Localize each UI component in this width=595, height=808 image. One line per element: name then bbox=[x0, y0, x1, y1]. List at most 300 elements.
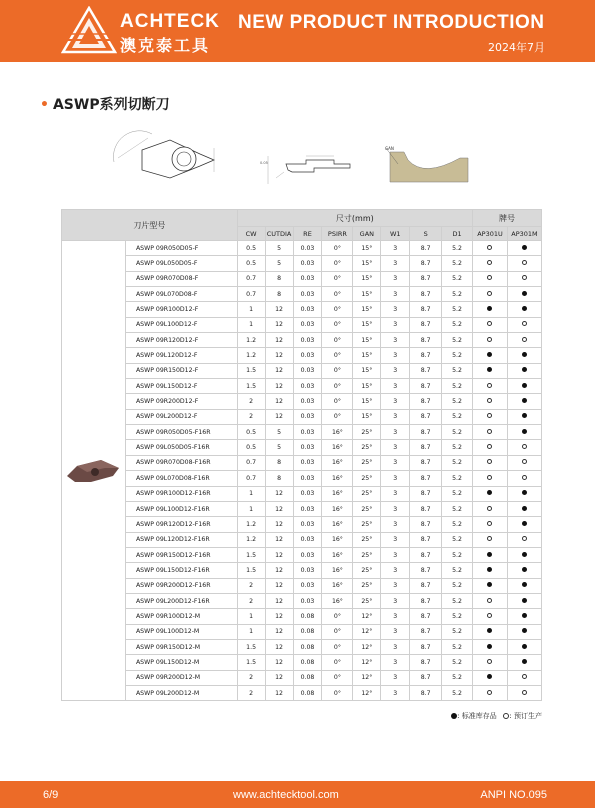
open-circle-icon bbox=[487, 260, 492, 265]
gan-cell: 25° bbox=[353, 486, 381, 501]
gan-cell: 15° bbox=[353, 287, 381, 302]
table-row bbox=[62, 302, 542, 317]
model-cell: ASWP 09R070D08-F16R bbox=[125, 455, 237, 470]
filled-circle-icon bbox=[522, 383, 527, 388]
model-cell: ASWP 09L120D12-F bbox=[125, 348, 237, 363]
ap301m-grade-cell bbox=[507, 532, 541, 547]
ap301u-grade-cell bbox=[473, 271, 508, 286]
psirr-cell: 0° bbox=[322, 624, 353, 639]
w1-cell: 3 bbox=[381, 593, 410, 608]
cw-cell: 1 bbox=[237, 302, 265, 317]
cutdia-cell: 8 bbox=[265, 455, 293, 470]
w1-cell: 3 bbox=[381, 287, 410, 302]
w1-cell: 3 bbox=[381, 379, 410, 394]
ap301m-grade-cell bbox=[507, 685, 541, 700]
psirr-cell: 16° bbox=[322, 440, 353, 455]
ap301m-grade-cell bbox=[507, 333, 541, 348]
d1-cell: 5.2 bbox=[442, 670, 473, 685]
d1-cell: 5.2 bbox=[442, 379, 473, 394]
filled-circle-icon bbox=[487, 644, 492, 649]
psirr-cell: 16° bbox=[322, 517, 353, 532]
svg-text:0.05: 0.05 bbox=[260, 161, 268, 165]
ap301m-grade-cell bbox=[507, 639, 541, 654]
gan-cell: 12° bbox=[353, 609, 381, 624]
d1-cell: 5.2 bbox=[442, 256, 473, 271]
re-cell: 0.03 bbox=[293, 241, 322, 256]
gan-cell: 25° bbox=[353, 532, 381, 547]
psirr-cell: 0° bbox=[322, 302, 353, 317]
page-title: NEW PRODUCT INTRODUCTION bbox=[238, 12, 545, 33]
cw-cell: 1 bbox=[237, 317, 265, 332]
s-cell: 8.7 bbox=[410, 440, 442, 455]
s-cell: 8.7 bbox=[410, 578, 442, 593]
open-circle-icon bbox=[487, 475, 492, 480]
w1-cell: 3 bbox=[381, 256, 410, 271]
gan-cell: 15° bbox=[353, 271, 381, 286]
table-row bbox=[62, 547, 542, 562]
section-bullet: • bbox=[40, 97, 49, 113]
w1-cell: 3 bbox=[381, 471, 410, 486]
cutdia-cell: 12 bbox=[265, 517, 293, 532]
psirr-cell: 0° bbox=[322, 271, 353, 286]
filled-circle-icon bbox=[487, 367, 492, 372]
col-header-cw: CW bbox=[237, 227, 265, 241]
ap301m-grade-cell bbox=[507, 425, 541, 440]
cutdia-cell: 12 bbox=[265, 486, 293, 501]
gan-cell: 15° bbox=[353, 394, 381, 409]
ap301u-grade-cell bbox=[473, 655, 508, 670]
ap301u-grade-cell bbox=[473, 547, 508, 562]
cw-cell: 0.5 bbox=[237, 425, 265, 440]
psirr-cell: 16° bbox=[322, 593, 353, 608]
s-cell: 8.7 bbox=[410, 609, 442, 624]
open-circle-icon bbox=[487, 659, 492, 664]
cutdia-cell: 5 bbox=[265, 256, 293, 271]
cutdia-cell: 8 bbox=[265, 287, 293, 302]
gan-cell: 12° bbox=[353, 624, 381, 639]
ap301u-grade-cell bbox=[473, 394, 508, 409]
s-cell: 8.7 bbox=[410, 685, 442, 700]
col-header-gan: GAN bbox=[353, 227, 381, 241]
d1-cell: 5.2 bbox=[442, 409, 473, 424]
ap301u-grade-cell bbox=[473, 609, 508, 624]
open-circle-icon bbox=[522, 444, 527, 449]
cutdia-cell: 12 bbox=[265, 333, 293, 348]
section-title bbox=[40, 94, 170, 114]
ap301m-grade-cell bbox=[507, 317, 541, 332]
ap301m-grade-cell bbox=[507, 348, 541, 363]
gan-cell: 25° bbox=[353, 501, 381, 516]
w1-cell: 3 bbox=[381, 455, 410, 470]
psirr-cell: 16° bbox=[322, 501, 353, 516]
model-cell: ASWP 09R050D05-F16R bbox=[125, 425, 237, 440]
psirr-cell: 0° bbox=[322, 409, 353, 424]
s-cell: 8.7 bbox=[410, 241, 442, 256]
model-cell: ASWP 09R200D12-M bbox=[125, 670, 237, 685]
ap301m-grade-cell bbox=[507, 241, 541, 256]
psirr-cell: 16° bbox=[322, 547, 353, 562]
d1-cell: 5.2 bbox=[442, 333, 473, 348]
w1-cell: 3 bbox=[381, 501, 410, 516]
d1-cell: 5.2 bbox=[442, 624, 473, 639]
svg-text:GAN: GAN bbox=[385, 146, 394, 151]
cutdia-cell: 12 bbox=[265, 609, 293, 624]
table-row bbox=[62, 333, 542, 348]
col-header-w1: W1 bbox=[381, 227, 410, 241]
gan-cell: 15° bbox=[353, 241, 381, 256]
col-header-cutdia: CUTDIA bbox=[265, 227, 293, 241]
brand-name-cn: 澳克泰工具 bbox=[120, 36, 211, 55]
model-cell: ASWP 09R200D12-F bbox=[125, 394, 237, 409]
cw-cell: 1.5 bbox=[237, 547, 265, 562]
d1-cell: 5.2 bbox=[442, 287, 473, 302]
ap301m-grade-cell bbox=[507, 563, 541, 578]
s-cell: 8.7 bbox=[410, 409, 442, 424]
open-circle-icon bbox=[487, 245, 492, 250]
cw-cell: 1.2 bbox=[237, 517, 265, 532]
re-cell: 0.03 bbox=[293, 563, 322, 578]
re-cell: 0.08 bbox=[293, 624, 322, 639]
psirr-cell: 0° bbox=[322, 379, 353, 394]
cw-cell: 0.7 bbox=[237, 287, 265, 302]
cutdia-cell: 12 bbox=[265, 317, 293, 332]
re-cell: 0.03 bbox=[293, 394, 322, 409]
filled-circle-icon bbox=[522, 628, 527, 633]
ap301u-grade-cell bbox=[473, 256, 508, 271]
model-header: 刀片型号 bbox=[62, 210, 238, 241]
ap301m-grade-cell bbox=[507, 517, 541, 532]
table-row bbox=[62, 256, 542, 271]
model-cell: ASWP 09L100D12-M bbox=[125, 624, 237, 639]
psirr-cell: 0° bbox=[322, 333, 353, 348]
w1-cell: 3 bbox=[381, 271, 410, 286]
s-cell: 8.7 bbox=[410, 655, 442, 670]
cw-cell: 1.5 bbox=[237, 655, 265, 670]
gan-cell: 25° bbox=[353, 593, 381, 608]
gan-cell: 25° bbox=[353, 547, 381, 562]
cw-cell: 1.2 bbox=[237, 333, 265, 348]
open-circle-icon bbox=[487, 413, 492, 418]
s-cell: 8.7 bbox=[410, 317, 442, 332]
filled-circle-icon bbox=[522, 582, 527, 587]
model-cell: ASWP 09R050D05-F bbox=[125, 241, 237, 256]
open-circle-icon bbox=[487, 598, 492, 603]
re-cell: 0.03 bbox=[293, 409, 322, 424]
filled-circle-icon bbox=[522, 659, 527, 664]
cutdia-cell: 12 bbox=[265, 624, 293, 639]
cw-cell: 0.5 bbox=[237, 256, 265, 271]
gan-cell: 12° bbox=[353, 685, 381, 700]
open-circle-icon bbox=[487, 291, 492, 296]
model-cell: ASWP 09R070D08-F bbox=[125, 271, 237, 286]
w1-cell: 3 bbox=[381, 440, 410, 455]
ap301u-grade-cell bbox=[473, 685, 508, 700]
cw-cell: 1.5 bbox=[237, 363, 265, 378]
ap301u-grade-cell bbox=[473, 578, 508, 593]
ap301m-grade-cell bbox=[507, 455, 541, 470]
re-cell: 0.03 bbox=[293, 317, 322, 332]
open-circle-icon bbox=[487, 337, 492, 342]
filled-circle-icon bbox=[487, 567, 492, 572]
model-cell: ASWP 09R100D12-F16R bbox=[125, 486, 237, 501]
ap301m-grade-cell bbox=[507, 256, 541, 271]
col-header-s: S bbox=[410, 227, 442, 241]
gan-cell: 15° bbox=[353, 333, 381, 348]
table-row bbox=[62, 593, 542, 608]
cw-cell: 2 bbox=[237, 409, 265, 424]
d1-cell: 5.2 bbox=[442, 593, 473, 608]
ap301m-grade-cell bbox=[507, 471, 541, 486]
s-cell: 8.7 bbox=[410, 333, 442, 348]
filled-circle-icon bbox=[487, 674, 492, 679]
cutdia-cell: 12 bbox=[265, 563, 293, 578]
cw-cell: 1 bbox=[237, 486, 265, 501]
w1-cell: 3 bbox=[381, 363, 410, 378]
s-cell: 8.7 bbox=[410, 593, 442, 608]
cw-cell: 1.5 bbox=[237, 639, 265, 654]
table-row bbox=[62, 670, 542, 685]
model-cell: ASWP 09R100D12-M bbox=[125, 609, 237, 624]
gan-cell: 12° bbox=[353, 655, 381, 670]
s-cell: 8.7 bbox=[410, 363, 442, 378]
cutdia-cell: 12 bbox=[265, 394, 293, 409]
cw-cell: 2 bbox=[237, 394, 265, 409]
ap301u-grade-cell bbox=[473, 287, 508, 302]
website-link[interactable]: www.achtecktool.com bbox=[233, 789, 339, 801]
gan-cell: 15° bbox=[353, 363, 381, 378]
psirr-cell: 0° bbox=[322, 317, 353, 332]
re-cell: 0.03 bbox=[293, 302, 322, 317]
cutdia-cell: 5 bbox=[265, 425, 293, 440]
psirr-cell: 0° bbox=[322, 609, 353, 624]
table-row bbox=[62, 287, 542, 302]
d1-cell: 5.2 bbox=[442, 271, 473, 286]
gan-cell: 12° bbox=[353, 670, 381, 685]
table-row bbox=[62, 394, 542, 409]
re-cell: 0.03 bbox=[293, 547, 322, 562]
open-circle-icon bbox=[522, 475, 527, 480]
ap301u-grade-cell bbox=[473, 624, 508, 639]
table-row bbox=[62, 241, 542, 256]
model-cell: ASWP 09L070D08-F16R bbox=[125, 471, 237, 486]
open-circle-icon bbox=[522, 275, 527, 280]
w1-cell: 3 bbox=[381, 532, 410, 547]
d1-cell: 5.2 bbox=[442, 501, 473, 516]
table-row bbox=[62, 609, 542, 624]
re-cell: 0.03 bbox=[293, 578, 322, 593]
ap301m-grade-cell bbox=[507, 287, 541, 302]
filled-circle-icon bbox=[487, 352, 492, 357]
psirr-cell: 16° bbox=[322, 578, 353, 593]
d1-cell: 5.2 bbox=[442, 241, 473, 256]
ap301u-grade-cell bbox=[473, 593, 508, 608]
cw-cell: 2 bbox=[237, 685, 265, 700]
cutdia-cell: 12 bbox=[265, 363, 293, 378]
model-cell: ASWP 09L200D12-F16R bbox=[125, 593, 237, 608]
d1-cell: 5.2 bbox=[442, 517, 473, 532]
model-cell: ASWP 09L100D12-F bbox=[125, 317, 237, 332]
gan-cell: 12° bbox=[353, 639, 381, 654]
ap301u-grade-cell bbox=[473, 348, 508, 363]
filled-circle-icon bbox=[522, 521, 527, 526]
cw-cell: 2 bbox=[237, 593, 265, 608]
cw-cell: 1.2 bbox=[237, 348, 265, 363]
s-cell: 8.7 bbox=[410, 455, 442, 470]
publish-date: 2024年7月 bbox=[488, 41, 545, 54]
ap301m-grade-cell bbox=[507, 609, 541, 624]
filled-circle-icon bbox=[522, 552, 527, 557]
gan-cell: 25° bbox=[353, 578, 381, 593]
filled-circle-icon bbox=[487, 582, 492, 587]
ap301u-grade-cell bbox=[473, 532, 508, 547]
re-cell: 0.08 bbox=[293, 670, 322, 685]
re-cell: 0.03 bbox=[293, 379, 322, 394]
ap301u-grade-cell bbox=[473, 241, 508, 256]
header-banner bbox=[0, 0, 595, 62]
cw-cell: 0.7 bbox=[237, 271, 265, 286]
cw-cell: 1 bbox=[237, 609, 265, 624]
open-circle-icon bbox=[487, 275, 492, 280]
model-cell: ASWP 09R200D12-F16R bbox=[125, 578, 237, 593]
d1-cell: 5.2 bbox=[442, 394, 473, 409]
table-row bbox=[62, 317, 542, 332]
w1-cell: 3 bbox=[381, 348, 410, 363]
table-row bbox=[62, 471, 542, 486]
cutdia-cell: 12 bbox=[265, 348, 293, 363]
re-cell: 0.03 bbox=[293, 455, 322, 470]
s-cell: 8.7 bbox=[410, 563, 442, 578]
s-cell: 8.7 bbox=[410, 379, 442, 394]
model-cell: ASWP 09R150D12-F16R bbox=[125, 547, 237, 562]
ap301m-grade-cell bbox=[507, 394, 541, 409]
s-cell: 8.7 bbox=[410, 256, 442, 271]
ap301m-grade-cell bbox=[507, 486, 541, 501]
cutdia-cell: 12 bbox=[265, 578, 293, 593]
re-cell: 0.03 bbox=[293, 425, 322, 440]
table-row bbox=[62, 409, 542, 424]
psirr-cell: 0° bbox=[322, 655, 353, 670]
gan-cell: 15° bbox=[353, 256, 381, 271]
filled-circle-icon bbox=[487, 490, 492, 495]
d1-cell: 5.2 bbox=[442, 532, 473, 547]
cutdia-cell: 5 bbox=[265, 241, 293, 256]
gan-cell: 25° bbox=[353, 563, 381, 578]
insert-spec-table bbox=[61, 209, 542, 701]
ap301u-grade-cell bbox=[473, 501, 508, 516]
gan-cell: 15° bbox=[353, 348, 381, 363]
w1-cell: 3 bbox=[381, 317, 410, 332]
w1-cell: 3 bbox=[381, 486, 410, 501]
filled-circle-icon bbox=[522, 644, 527, 649]
ap301u-grade-cell bbox=[473, 440, 508, 455]
table-row bbox=[62, 363, 542, 378]
open-circle-icon bbox=[487, 690, 492, 695]
ap301u-grade-cell bbox=[473, 302, 508, 317]
d1-cell: 5.2 bbox=[442, 578, 473, 593]
d1-cell: 5.2 bbox=[442, 639, 473, 654]
psirr-cell: 16° bbox=[322, 425, 353, 440]
d1-cell: 5.2 bbox=[442, 363, 473, 378]
s-cell: 8.7 bbox=[410, 639, 442, 654]
table-row bbox=[62, 655, 542, 670]
model-cell: ASWP 09L200D12-F bbox=[125, 409, 237, 424]
col-header-ap301u: AP301U bbox=[473, 227, 508, 241]
cw-cell: 2 bbox=[237, 670, 265, 685]
cutdia-cell: 12 bbox=[265, 409, 293, 424]
s-cell: 8.7 bbox=[410, 348, 442, 363]
ap301u-grade-cell bbox=[473, 563, 508, 578]
open-circle-icon bbox=[522, 459, 527, 464]
insert-side-view-drawing bbox=[258, 150, 358, 190]
psirr-cell: 0° bbox=[322, 394, 353, 409]
ap301u-grade-cell bbox=[473, 517, 508, 532]
psirr-cell: 0° bbox=[322, 363, 353, 378]
d1-cell: 5.2 bbox=[442, 471, 473, 486]
re-cell: 0.03 bbox=[293, 333, 322, 348]
model-cell: ASWP 09L120D12-F16R bbox=[125, 532, 237, 547]
brand-name-en: ACHTECK bbox=[120, 11, 220, 32]
w1-cell: 3 bbox=[381, 655, 410, 670]
filled-circle-icon bbox=[487, 552, 492, 557]
w1-cell: 3 bbox=[381, 241, 410, 256]
w1-cell: 3 bbox=[381, 409, 410, 424]
table-row bbox=[62, 578, 542, 593]
filled-circle-icon bbox=[522, 398, 527, 403]
re-cell: 0.08 bbox=[293, 685, 322, 700]
s-cell: 8.7 bbox=[410, 501, 442, 516]
spec-table-body bbox=[62, 241, 542, 701]
ap301m-grade-cell bbox=[507, 501, 541, 516]
w1-cell: 3 bbox=[381, 685, 410, 700]
model-cell: ASWP 09L200D12-M bbox=[125, 685, 237, 700]
cutdia-cell: 5 bbox=[265, 440, 293, 455]
w1-cell: 3 bbox=[381, 609, 410, 624]
d1-cell: 5.2 bbox=[442, 547, 473, 562]
psirr-cell: 0° bbox=[322, 256, 353, 271]
table-row bbox=[62, 563, 542, 578]
model-cell: ASWP 09L150D12-F16R bbox=[125, 563, 237, 578]
open-circle-icon bbox=[487, 444, 492, 449]
re-cell: 0.03 bbox=[293, 501, 322, 516]
cutdia-cell: 8 bbox=[265, 471, 293, 486]
table-row bbox=[62, 379, 542, 394]
gan-cell: 15° bbox=[353, 317, 381, 332]
re-cell: 0.08 bbox=[293, 639, 322, 654]
open-circle-icon bbox=[522, 337, 527, 342]
open-circle-icon bbox=[487, 383, 492, 388]
ap301u-grade-cell bbox=[473, 471, 508, 486]
table-row bbox=[62, 486, 542, 501]
open-circle-icon bbox=[522, 690, 527, 695]
filled-circle-icon bbox=[522, 245, 527, 250]
table-row bbox=[62, 532, 542, 547]
table-row bbox=[62, 455, 542, 470]
re-cell: 0.03 bbox=[293, 471, 322, 486]
psirr-cell: 0° bbox=[322, 685, 353, 700]
gan-cell: 15° bbox=[353, 379, 381, 394]
psirr-cell: 16° bbox=[322, 471, 353, 486]
d1-cell: 5.2 bbox=[442, 425, 473, 440]
d1-cell: 5.2 bbox=[442, 348, 473, 363]
re-cell: 0.03 bbox=[293, 271, 322, 286]
cutdia-cell: 12 bbox=[265, 379, 293, 394]
psirr-cell: 0° bbox=[322, 348, 353, 363]
model-cell: ASWP 09L070D08-F bbox=[125, 287, 237, 302]
ap301m-grade-cell bbox=[507, 271, 541, 286]
cw-cell: 0.7 bbox=[237, 471, 265, 486]
cw-cell: 0.5 bbox=[237, 440, 265, 455]
filled-circle-icon bbox=[522, 613, 527, 618]
